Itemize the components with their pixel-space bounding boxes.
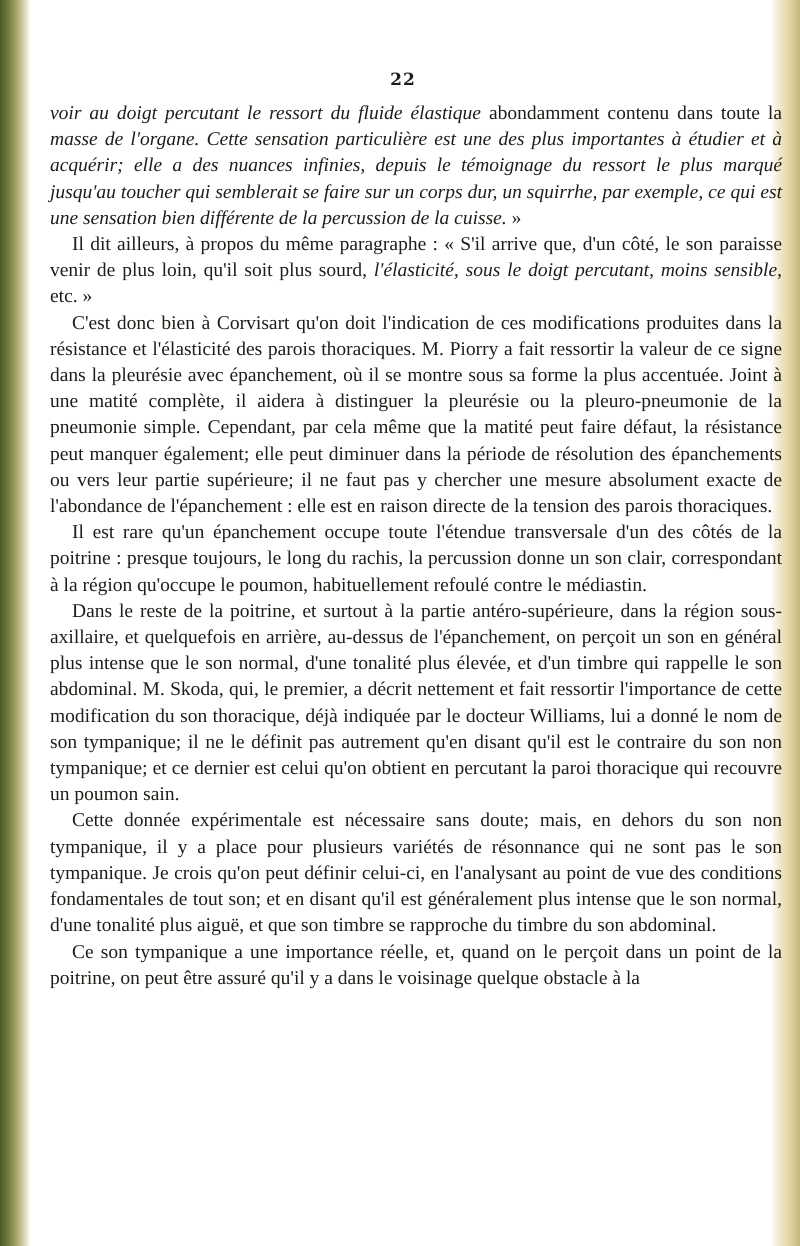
text-segment: Ce son tympanique a une importance réelle, et, quand on le perçoit dans un point de la poitrine, on peut être assuré qu'il y a dans le voisinage quelque obstacle à la — [50, 941, 782, 989]
body-text — [50, 101, 782, 992]
text-segment: , etc. » — [50, 260, 782, 308]
text-segment: Il dit ailleurs, à propos du même paragraphe : « S'il arrive que, d'un côté, le son paraisse venir de plus loin, qu'il soit plus sourd, — [50, 234, 782, 282]
paragraph — [50, 520, 782, 599]
paragraph — [50, 311, 782, 521]
paragraph — [50, 599, 782, 809]
page-number: 22 — [390, 70, 416, 90]
italic-text-segment: l'élasticité, sous le doigt percutant, moins sensible — [373, 260, 778, 282]
text-segment: abondamment contenu dans toute la — [480, 103, 782, 124]
italic-text-segment: masse de l'organe. Cette sensation particulière est une des plus importantes à étudier et à acquérir; elle a des nuances infinies, depuis le témoignage du ressort le plus marqué jusqu'au toucher qui semblerait se faire sur un corps dur, un squirrhe, par exemple, ce qui est une sensation bien différente de la percussion de la cuisse. — [50, 129, 782, 229]
paragraph — [50, 232, 782, 311]
text-segment: Il est rare qu'un épanchement occupe toute l'étendue transversale d'un des côtés de la poitrine : presque toujours, le long du rachis, la percussion donne un son clair, correspondant à la région qu'occupe le poumon, habituellement refoulé contre le médiastin. — [50, 522, 782, 596]
italic-text-segment: voir au doigt percutant le ressort du fluide élastique — [50, 103, 481, 124]
text-segment: Cette donnée expérimentale est nécessaire sans doute; mais, en dehors du son non tympanique, il y a place pour plusieurs variétés de résonnance qui ne sont pas le son tympanique. Je crois qu'on peut définir celui-ci, en l'analysant au point de vue des conditions fondamentales de tout son; et en disant qu'il est généralement plus intense que le son normal, d'une tonalité plus aiguë, et que son timbre se rapproche du timbre du son abdominal. — [50, 810, 782, 937]
paragraph — [50, 940, 782, 992]
text-segment: » — [506, 207, 522, 229]
text-segment: C'est donc bien à Corvisart qu'on doit l'indication de ces modifications produites dans la résistance et l'élasticité des parois thoraciques. M. Piorry a fait ressortir la valeur de ce signe dans la pleurésie avec épanchement, où il se montre sous sa forme la plus accentuée. Joint à une matité complète, il aidera à distinguer la pleurésie ou la pleuro-pneumonie de la pneumonie simple. Cependant, par cela même que la matité peut faire défaut, la résistance peut manquer également; elle peut diminuer dans la période de résolution des épanchements ou vers leur partie supérieure; il ne faut pas y chercher une mesure absolument exacte de l'abondance de l'épanchement : elle est en raison directe de la tension des parois thoraciques. — [50, 312, 782, 518]
text-segment: Dans le reste de la poitrine, et surtout à la partie antéro-supérieure, dans la région sous-axillaire, et quelquefois en arrière, au-dessus de l'épanchement, on perçoit un son en général plus intense que le son normal, d'une tonalité plus élevée, et d'un timbre qui rappelle le son abdominal. M. Skoda, qui, le premier, a décrit nettement et fait ressortir l'importance de cette modification du son thoracique, déjà indiquée par le docteur Williams, lui a donné le nom de son tympanique; il ne le définit pas autrement qu'en disant qu'il est le contraire du son non tympanique; et ce dernier est celui qu'on obtient en percutant la paroi thoracique qui recouvre un poumon sain. — [50, 600, 782, 806]
paragraph — [50, 101, 782, 232]
paragraph — [50, 808, 782, 939]
